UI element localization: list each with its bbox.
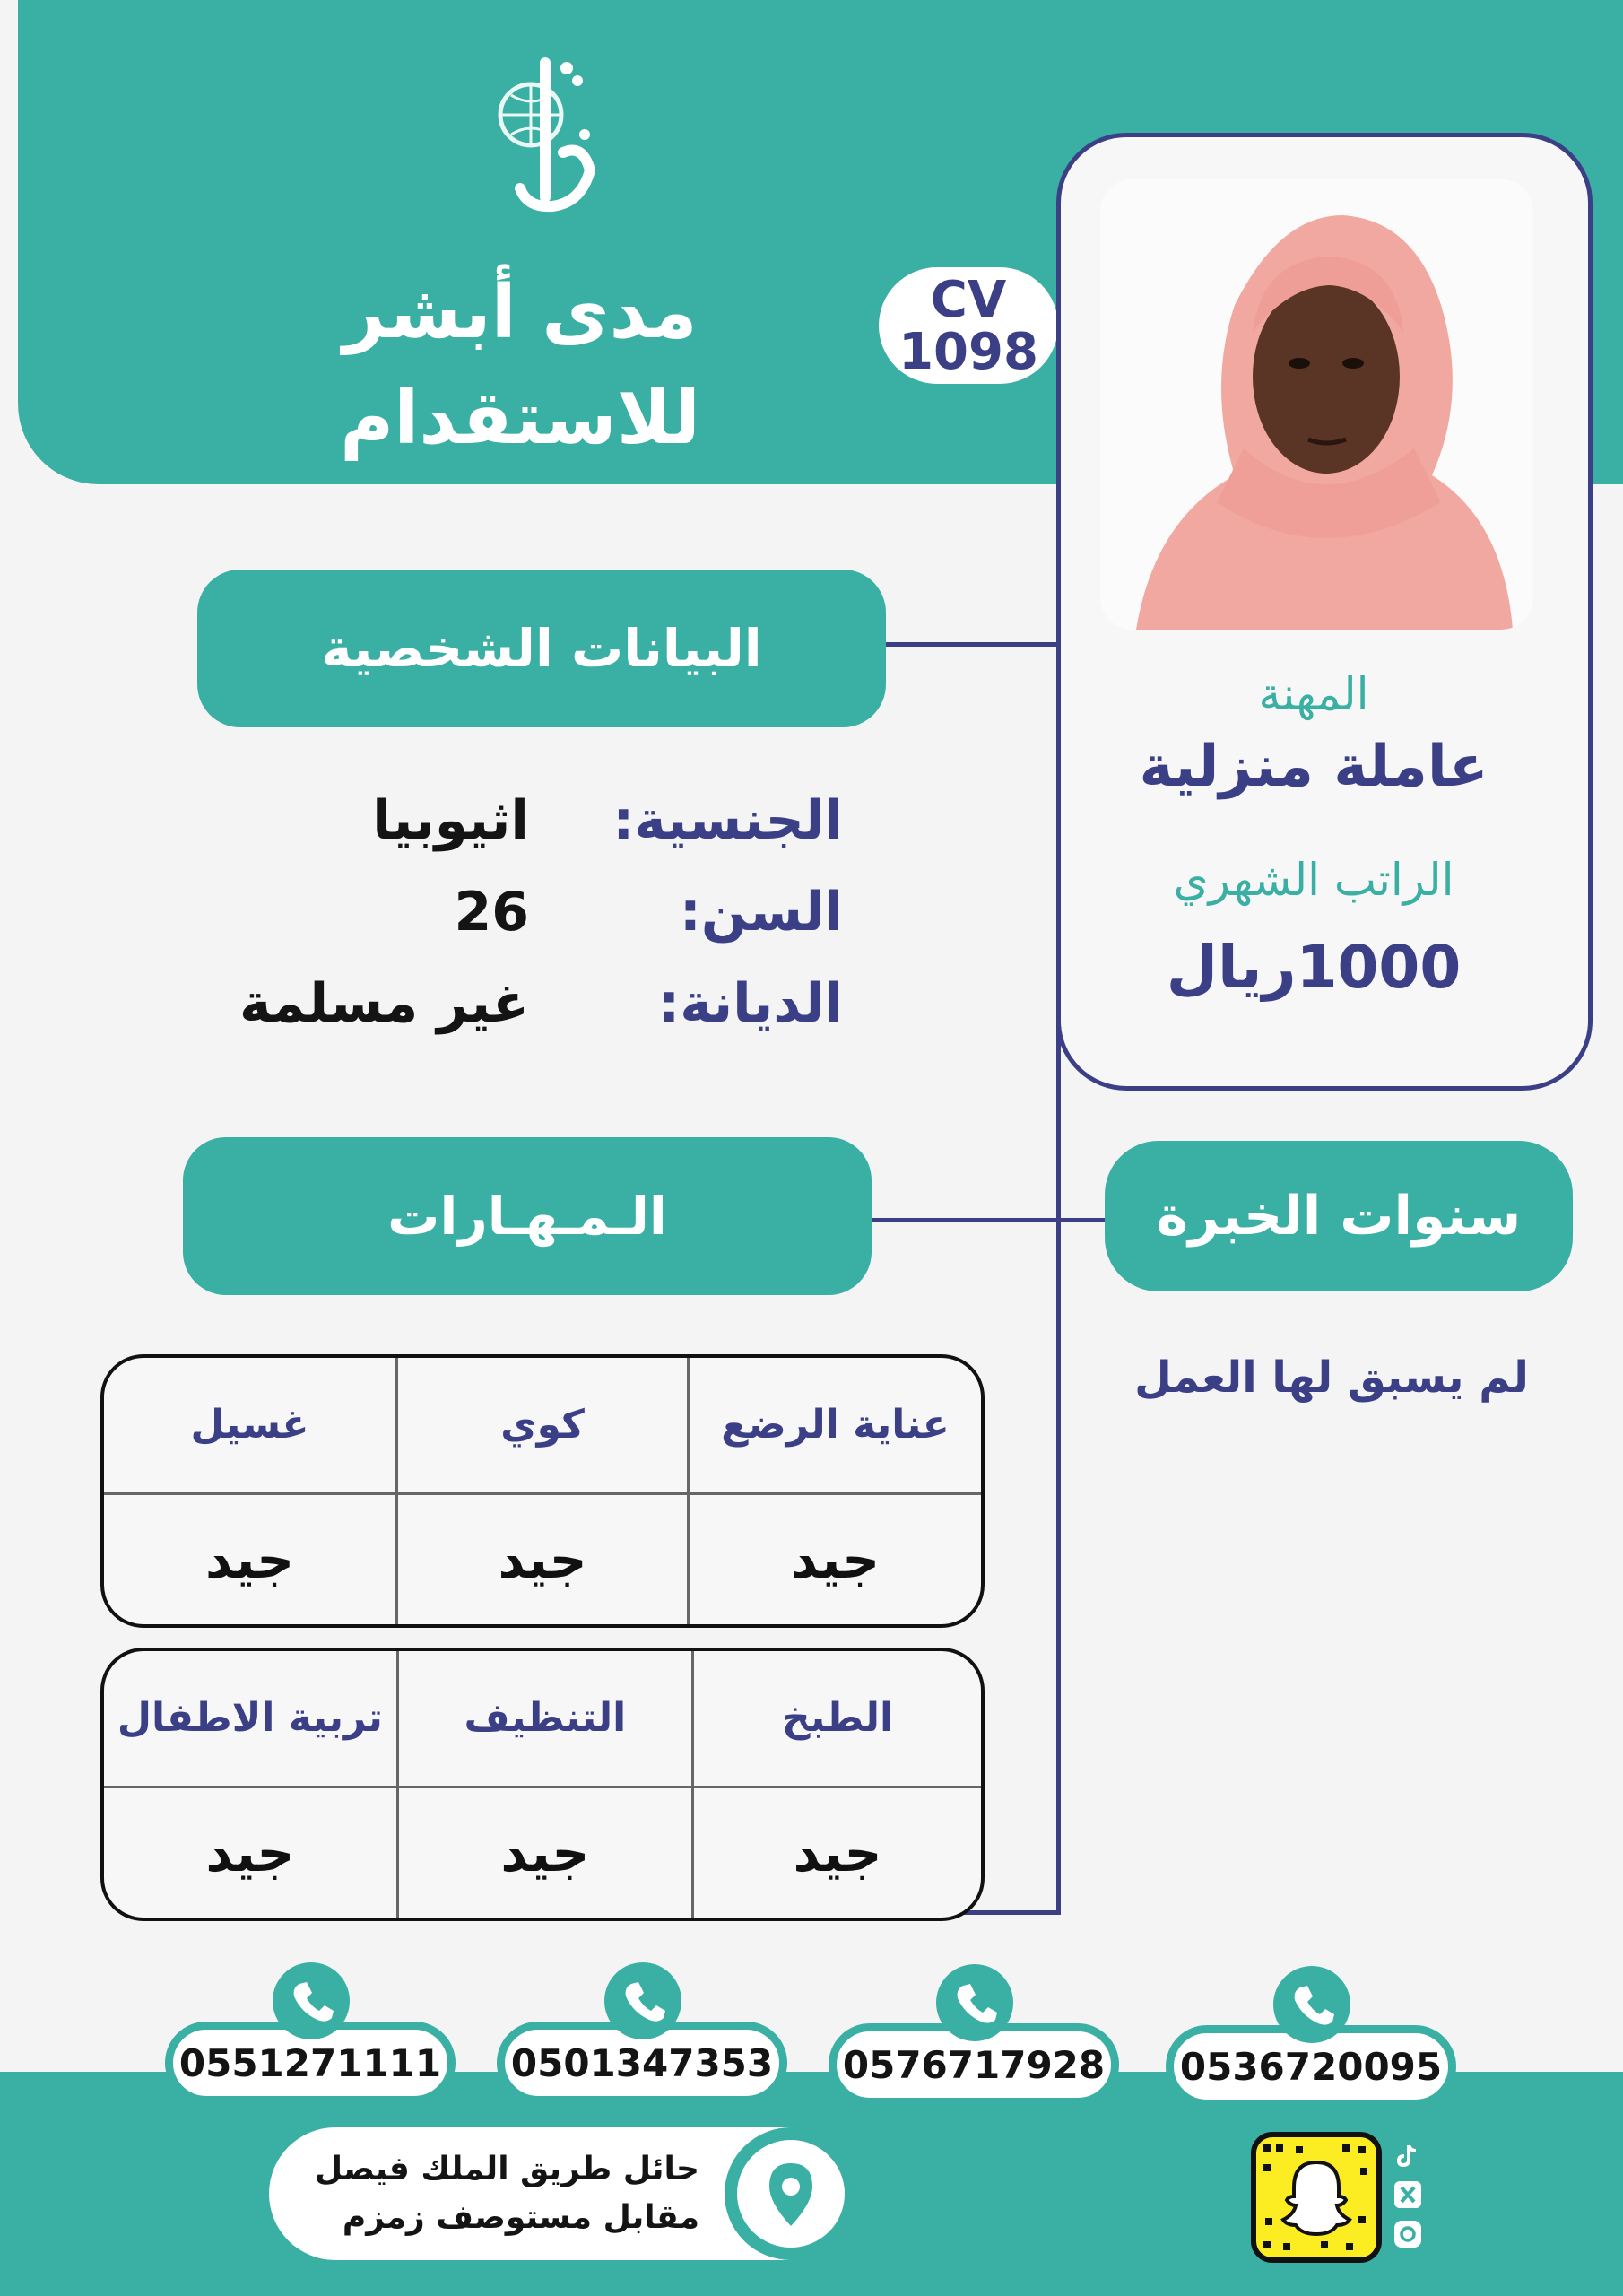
phone-icon xyxy=(604,1962,681,2039)
nationality-label: الجنسية: xyxy=(612,789,843,852)
personal-rows xyxy=(179,789,843,1064)
location-pin-icon[interactable] xyxy=(725,2127,857,2260)
tiktok-icon[interactable] xyxy=(1394,2142,1421,2169)
phone-number-4[interactable]: 0551271111 xyxy=(165,2022,456,2104)
experience-heading: سنوات الخبرة xyxy=(1105,1141,1573,1292)
skill-header: الطبخ xyxy=(691,1651,981,1788)
company-name-line2: للاستقدام xyxy=(340,376,700,461)
skill-header: التنظيف xyxy=(396,1651,691,1788)
skill-header: تربية الاطفال xyxy=(104,1651,396,1788)
nationality-value: اثيوبيا xyxy=(372,789,529,852)
experience-text: لم يسبق لها العمل xyxy=(1134,1352,1529,1403)
skill-header: كوي xyxy=(395,1358,687,1495)
skill-value: جيد xyxy=(691,1788,981,1918)
address-text xyxy=(305,2145,699,2242)
address-line1: حائل طريق الملك فيصل xyxy=(314,2151,699,2187)
profession-value: عاملة منزلية xyxy=(1139,734,1488,800)
connector-vertical xyxy=(1056,1022,1061,1915)
personal-heading: البيانات الشخصية xyxy=(197,570,886,727)
address-line2: مقابل مستوصف زمزم xyxy=(342,2199,699,2236)
x-twitter-icon[interactable] xyxy=(1394,2181,1421,2208)
skill-header: عناية الرضع xyxy=(687,1358,981,1495)
connector-skills xyxy=(870,1218,1105,1222)
skill-value: جيد xyxy=(396,1788,691,1918)
company-name xyxy=(269,260,771,472)
religion-value: غير مسلمة xyxy=(239,972,529,1035)
skill-value: جيد xyxy=(205,1822,295,1883)
skill-value: جيد xyxy=(205,1529,294,1590)
salary-label: الراتب الشهري xyxy=(1173,854,1454,906)
phone-icon xyxy=(273,1962,350,2039)
company-name-line1: مدى أبشر xyxy=(343,270,698,355)
instagram-icon[interactable] xyxy=(1394,2221,1421,2248)
connector-personal xyxy=(886,642,1058,647)
skill-header: غسيل xyxy=(104,1358,395,1495)
skills-table-2 xyxy=(100,1648,985,1921)
phone-icon xyxy=(936,1964,1013,2041)
nationality-row xyxy=(179,789,843,881)
age-label: السن: xyxy=(679,881,843,944)
skill-value: جيد xyxy=(395,1495,687,1624)
cv-label: CV xyxy=(930,271,1007,329)
phone-number-1[interactable]: 0536720095 xyxy=(1166,2025,1456,2108)
age-row xyxy=(179,881,843,972)
cv-number: 1098 xyxy=(898,323,1038,381)
person-photo-icon xyxy=(1100,179,1533,630)
worker-photo xyxy=(1100,179,1533,630)
salary-value: 1000ريال xyxy=(1166,933,1462,1002)
cv-badge xyxy=(879,267,1058,384)
religion-row xyxy=(179,972,843,1064)
skills-table-1 xyxy=(100,1354,985,1628)
phone-number-3[interactable]: 0501347353 xyxy=(497,2022,787,2104)
skill-value: جيد xyxy=(687,1495,981,1624)
snapchat-code-icon[interactable] xyxy=(1251,2132,1382,2263)
phone-number-2[interactable]: 0576717928 xyxy=(829,2023,1119,2106)
profession-label: المهنة xyxy=(1258,668,1369,720)
age-value: 26 xyxy=(454,881,529,944)
skills-heading: الـمـهـارات xyxy=(183,1137,872,1295)
phone-icon xyxy=(1273,1966,1350,2043)
religion-label: الديانة: xyxy=(658,972,843,1035)
company-logo xyxy=(484,45,601,224)
